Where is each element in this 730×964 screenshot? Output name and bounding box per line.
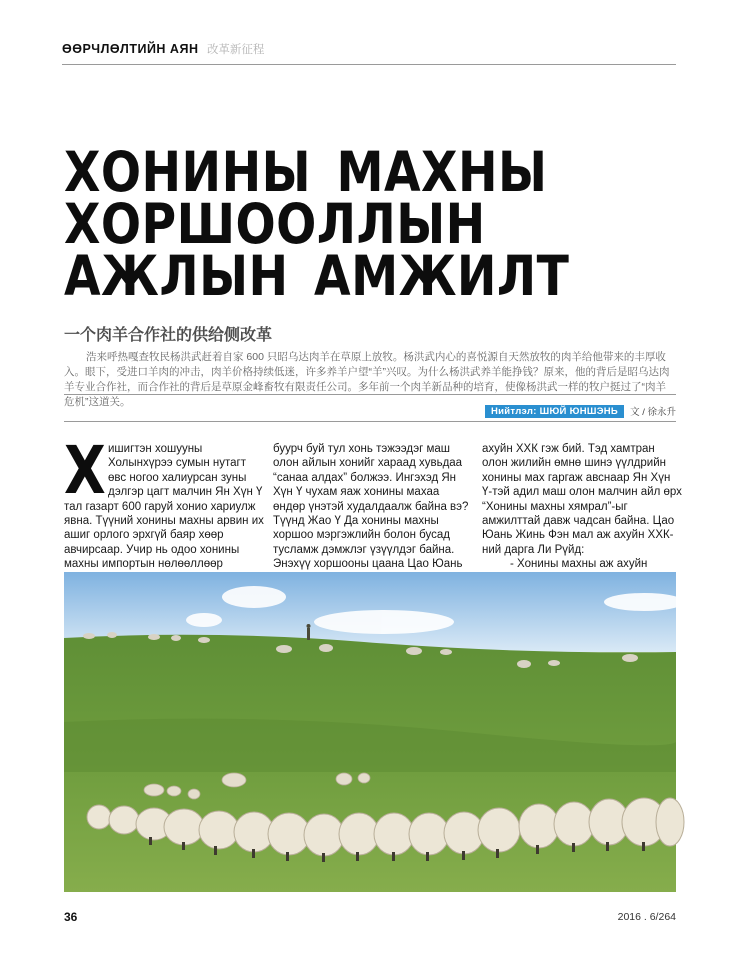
body-column-2 xyxy=(273,442,473,572)
body-column-3 xyxy=(482,442,682,572)
article-title xyxy=(64,140,597,308)
title-line-2: ХОРШООЛЛЫН xyxy=(64,192,486,256)
issue-number: 2016 . 6/264 xyxy=(617,911,676,923)
body-column-1 xyxy=(64,432,264,572)
byline-divider-bottom xyxy=(64,421,676,422)
title-line-3: АЖЛЫН АМЖИЛТ xyxy=(64,244,570,308)
body-column-3-paragraph-2: - Хонины махны аж ахуйн xyxy=(510,558,648,571)
sheep-grazing-photo xyxy=(64,572,676,892)
byline-divider-top xyxy=(64,394,676,395)
section-header xyxy=(62,40,676,65)
abstract-text: 浩来呼热嘎查牧民杨洪武赶着自家 600 只昭乌达肉羊在草原上放牧。杨洪武内心的喜悦源自天然放牧的肉羊给他带来的丰厚收入。眼下，受进口羊肉的冲击，肉羊价格持续低迷，许多养羊户望“羊”兴叹。为什么杨洪武养羊能挣钱？原来，他的背后是昭乌达肉羊专业合作社，而合作社的背后是草原金峰畜牧有限责任公司。多年前一个肉羊新品种的培育，使像杨洪武一样的牧户挺过了“肉羊危机”这道关。 xyxy=(64,351,670,408)
byline-author-cn: 文 / 徐永升 xyxy=(630,407,676,418)
page-number: 36 xyxy=(64,910,78,924)
body-column-3-text: ахуйн ХХК гэж бий. Тэд хамтран олон жилийн өмнө шинэ үүлдрийн хонины мах гаргаж авснаар Ян Хүн Ү-тэй адил маш олон малчин айл өрх “Хонины махны хямрал”-ыг амжилттай давж чадсан байна. Цао Юань Жинь Фэн мал аж ахуйн ХХК-ний дарга Ли Рүйд: xyxy=(482,443,682,556)
section-title: ӨӨРЧЛӨЛТИЙН АЯН xyxy=(62,42,199,56)
article-subtitle: 一个肉羊合作社的供给侧改革 xyxy=(64,327,273,344)
byline-author-label: Нийтлэл: ШЮЙ ЮНШЭНЬ xyxy=(485,405,624,418)
byline xyxy=(485,404,676,418)
drop-cap: Х xyxy=(64,432,106,509)
article-abstract xyxy=(64,350,674,410)
sheep-pasture-illustration xyxy=(64,572,676,892)
shepherd-figure xyxy=(307,624,311,640)
body-column-1-text: ишигтэн хошууны Холынхүрээ сумын нутагт өвс ногоо халиурсан зуны дэлгэр цагт малчин Ян Хүн Ү тал газарт 600 гаруй хонио хариулж явна. Түүний хонины махны арвин их ашиг орлого эрхгүй баяр хөөр авчирсаар. Учир нь одоо хонины махны импортын нөлөөллөөр xyxy=(64,443,264,571)
section-title-cn: 改革新征程 xyxy=(206,44,265,56)
title-line-1: ХОНИНЫ МАХНЫ xyxy=(64,140,548,204)
body-column-2-text: буурч буй тул хонь тэжээдэг маш олон айлын хонийг хараад хувьдаа “санаа алдах” болжээ. Ингэхэд Ян Хүн Ү чухам яаж хонины махаа өндөр үнэтэй худалдаалж байна вэ? Түүнд Жао Ү Да хонины махны хоршоо мэргэжлийн болон бусад тусламж дэмжлэг үзүүлдэг байна. Энэхүү хоршооны цаана Цао Юань xyxy=(273,443,469,571)
